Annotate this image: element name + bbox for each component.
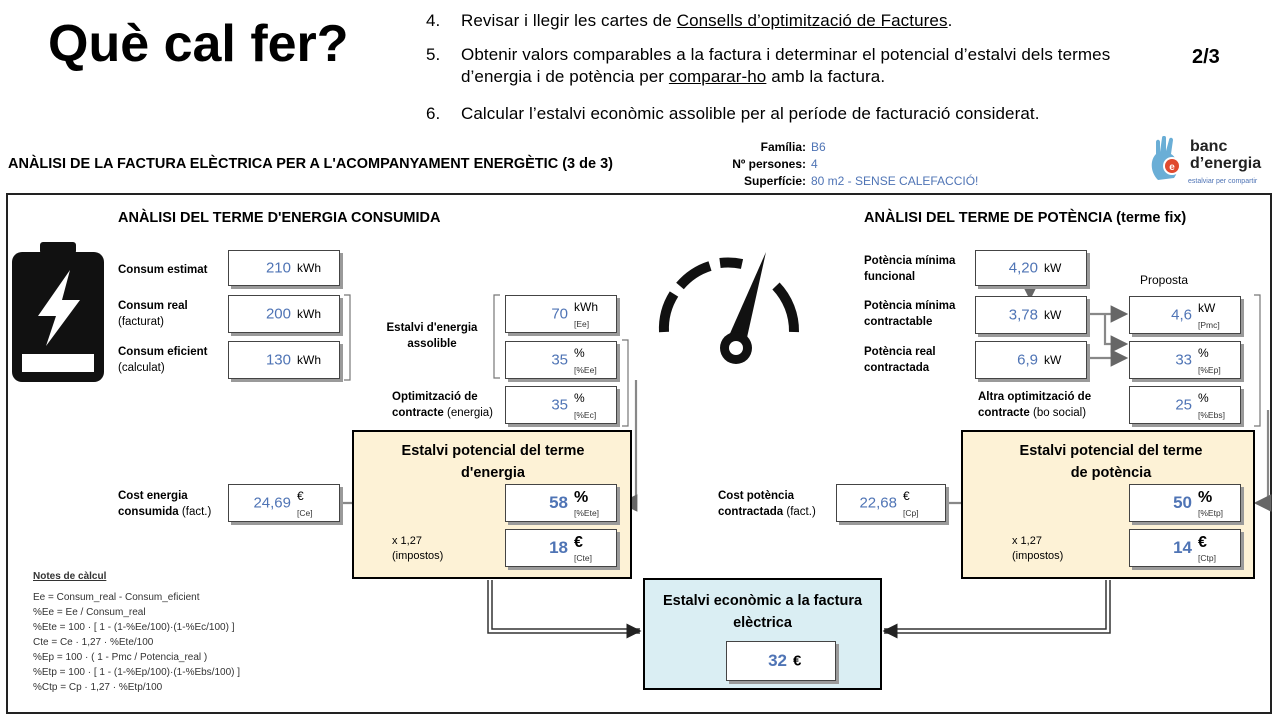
energy-tax-label: x 1,27 (impostos) — [392, 535, 444, 562]
cost-energia-box: 24,69 € [Ce] — [228, 484, 340, 522]
logo: e banc d’energia estalviar per compartir — [1148, 136, 1272, 188]
ep-box: 33 % [%Ep] — [1129, 341, 1241, 379]
estalvi-energia-label: Estalvi d'energia assolible — [386, 322, 478, 350]
power-tax-label: x 1,27 (impostos) — [1012, 535, 1064, 562]
power-section-title: ANÀLISI DEL TERME DE POTÈNCIA (terme fix) — [864, 210, 1187, 226]
cost-potencia-box: 22,68 € [Cp] — [836, 484, 946, 522]
svg-text:e: e — [1169, 162, 1175, 173]
main-title: Què cal fer? — [48, 15, 349, 73]
meta-familia-value: B6 — [811, 140, 826, 154]
estalvi-pct-box: 35 % [%Ee] — [505, 341, 617, 379]
speedometer-icon — [654, 250, 804, 370]
sheet-title: ANÀLISI DE LA FACTURA ELÈCTRICA PER A L'ACOMPANYAMENT ENERGÈTIC (3 de 3) — [8, 156, 613, 172]
proposta-label: Proposta — [1140, 273, 1189, 287]
consum-real-label: Consum real (facturat) — [118, 300, 188, 328]
meta-persones-value: 4 — [811, 157, 818, 171]
power-pct-total-box: 50 % [%Etp] — [1129, 484, 1241, 522]
energy-panel-title: Estalvi potencial del terme d'energia — [401, 443, 585, 481]
battery-bolt-icon — [12, 242, 104, 382]
consum-real-box: 200 kWh — [228, 295, 340, 333]
potencia-minima-funcional-box: 4,20 kW — [975, 250, 1087, 286]
energy-pct-total-box: 58 % [%Ete] — [505, 484, 617, 522]
potencia-real-label: Potència real contractada — [864, 346, 936, 374]
step-6: 6. Calcular l’estalvi econòmic assolible per al període de facturació considerat. — [426, 104, 1040, 123]
page-counter: 2/3 — [1192, 46, 1220, 68]
meta-familia-key: Família: — [760, 140, 806, 154]
potencia-minima-contractable-box: 3,78 kW — [975, 296, 1087, 334]
pmc-box: 4,6 kW [Pmc] — [1129, 296, 1241, 334]
step-5: 5. Obtenir valors comparables a la factura i determinar el potencial d’estalvi dels termes d’energia i de potència per comparar-ho amb la factura. — [426, 45, 1111, 86]
optim-contracte-label: Optimització de contracte (energia) — [392, 391, 494, 419]
consum-estimat-box: 210 kWh — [228, 250, 340, 286]
consum-estimat-label: Consum estimat — [118, 264, 208, 276]
link-consells[interactable]: Consells d’optimització de Factures — [676, 11, 948, 30]
step-4: 4. Revisar i llegir les cartes de Consells d’optimització de Factures. — [426, 11, 953, 30]
cost-energia-label: Cost energia consumida (fact.) — [118, 490, 212, 518]
ebs-box: 25 % [%Ebs] — [1129, 386, 1241, 424]
estalvi-kwh-box: 70 kWh [Ee] — [505, 295, 617, 333]
link-comparar[interactable]: comparar-ho — [668, 67, 767, 86]
consum-eficient-label: Consum eficient (calculat) — [118, 346, 208, 374]
optim-pct-box: 35 % [%Ec] — [505, 386, 617, 424]
consum-eficient-box: 130 kWh — [228, 341, 340, 379]
altra-optim-label: Altra optimització de contracte (bo social) — [978, 391, 1092, 419]
calc-notes: Notes de càlcul Ee = Consum_real - Consum_eficient %Ee = Ee / Consum_real %Ete = 100 · [ 1 - (1-%Ee/100)·(1-%Ec/100) ] Cte = Ce · 1,27 · %Ete/100 %Ep = 100 · ( 1 - Pmc / Potencia_real ) %Etp = 100 · [ 1 - (1-%Ep/100)·(1-%Ebs/100) ] %Ctp = Cp · 1,27 · %Etp/100 — [33, 571, 241, 693]
power-panel-title: Estalvi potencial del terme de potència — [1019, 443, 1203, 481]
potencia-real-box: 6,9 kW — [975, 341, 1087, 379]
meta-superficie-key: Superfície: — [743, 174, 806, 188]
cost-potencia-label: Cost potència contractada (fact.) — [718, 490, 816, 518]
power-eur-total-box: 14 € [Ctp] — [1129, 529, 1241, 567]
meta-superficie-value: 80 m2 - SENSE CALEFACCIÓ! — [811, 174, 979, 188]
potencia-minima-contractable-label: Potència mínima contractable — [864, 300, 956, 328]
total-savings-box: 32 € — [726, 641, 836, 681]
meta-persones-key: Nº persones: — [732, 157, 806, 171]
energy-section-title: ANÀLISI DEL TERME D'ENERGIA CONSUMIDA — [118, 210, 441, 226]
energy-eur-total-box: 18 € [Cte] — [505, 529, 617, 567]
total-panel-title: Estalvi econòmic a la factura elèctrica — [662, 593, 863, 631]
potencia-minima-funcional-label: Potència mínima funcional — [864, 255, 956, 283]
